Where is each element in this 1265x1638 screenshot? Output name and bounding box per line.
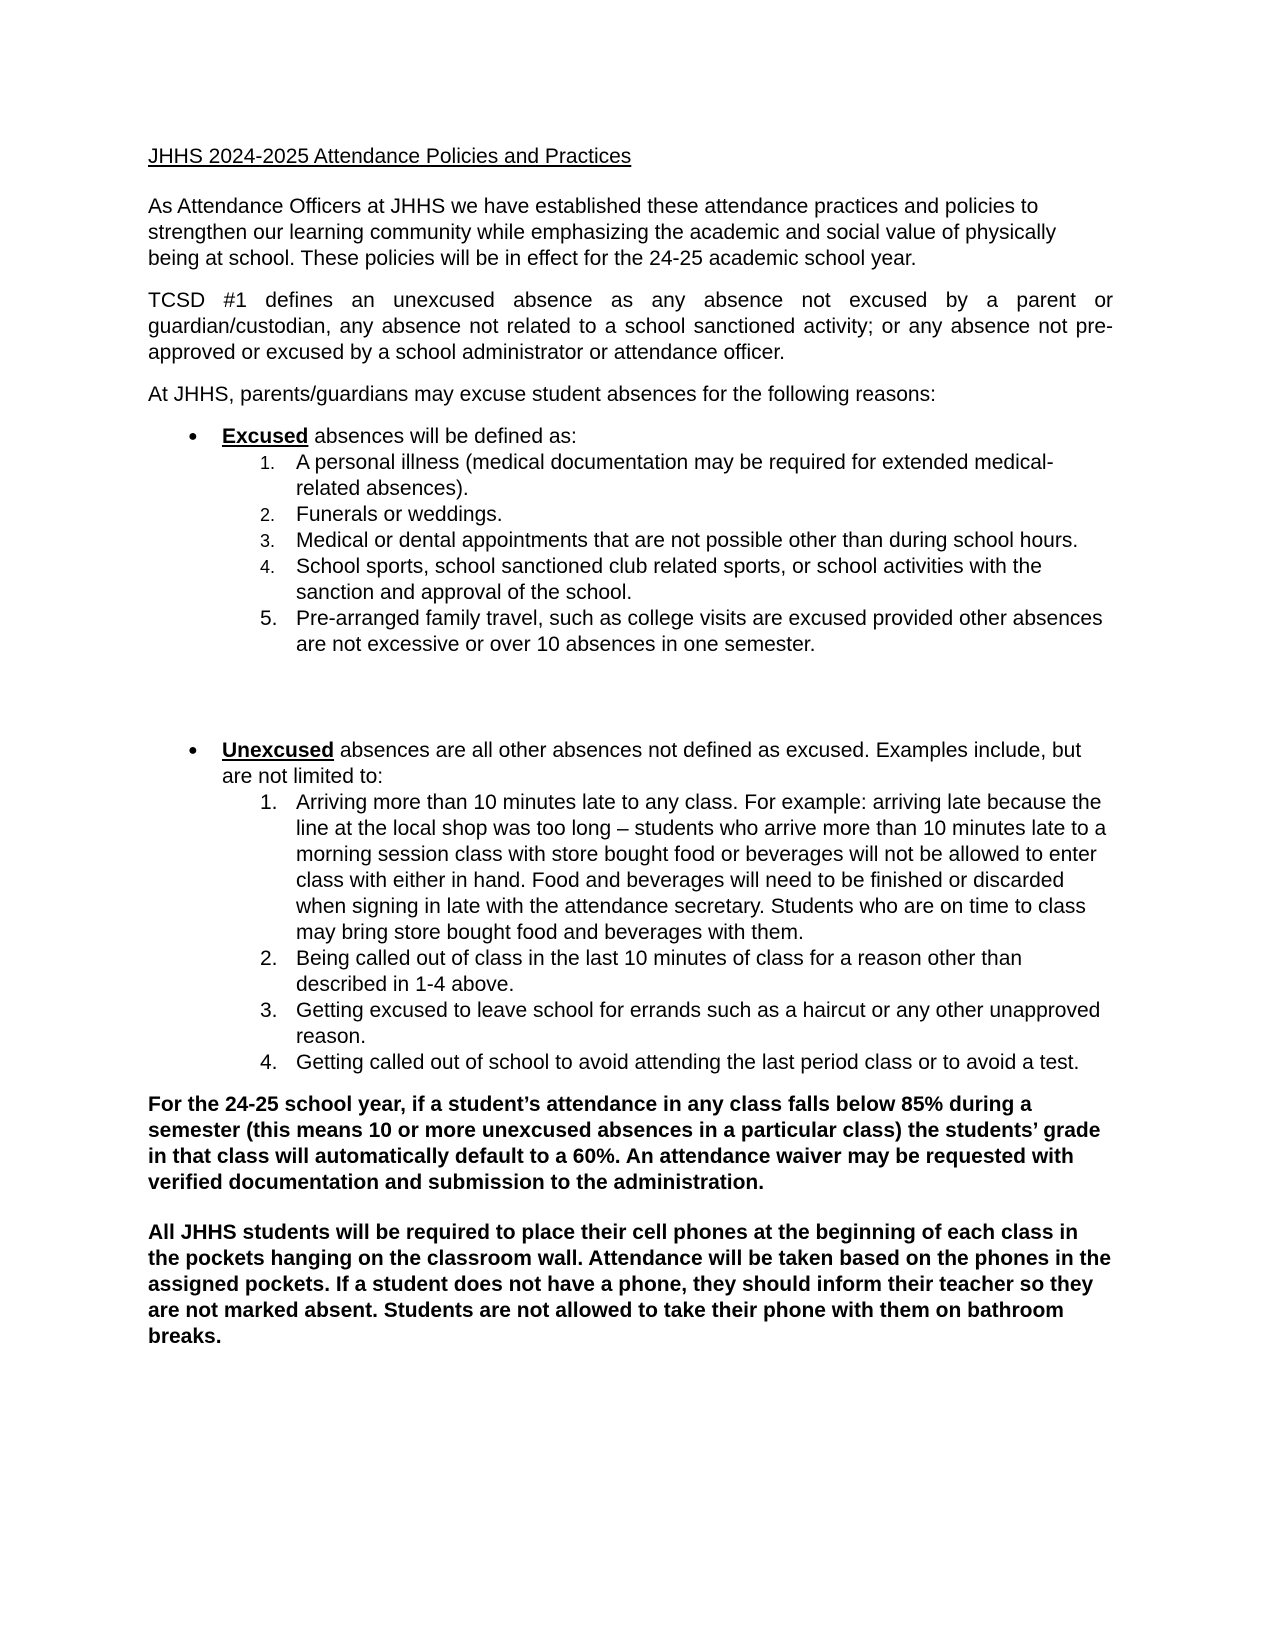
list-number: 1.	[260, 791, 278, 814]
list-item	[222, 528, 1113, 554]
list-number: 1.	[260, 453, 276, 473]
unexcused-term: Unexcused	[222, 739, 335, 762]
bullet-icon: ●	[188, 742, 198, 759]
list-item-text: Being called out of class in the last 10 minutes of class for a reason other than described in 1-4 above.	[296, 947, 1023, 996]
list-item-text: Arriving more than 10 minutes late to any class. For example: arriving late because the line at the local shop was too long – students who arrive more than 10 minutes late to a morning session class with store bought food or beverages will not be allowed to enter class with either in hand. Food and beverages will need to be finished or discarded when signing in late with the attendance secretary. Students who are on time to class may bring store bought food and beverages with them.	[296, 791, 1107, 944]
document-title: JHHS 2024-2025 Attendance Policies and Practices	[148, 145, 632, 168]
list-item-text: Pre-arranged family travel, such as college visits are excused provided other absences are not excessive or over 10 absences in one semester.	[296, 607, 1103, 656]
absence-types-list	[148, 424, 1113, 1076]
phone-policy-paragraph: All JHHS students will be required to place their cell phones at the beginning of each class in the pockets hanging on the classroom wall. Attendance will be taken based on the phones in the assigned pockets. If a student does not have a phone, they should inform their teacher so they are not marked absent. Students are not allowed to take their phone with them on bathroom breaks.	[148, 1221, 1112, 1348]
bullet-icon: ●	[188, 428, 198, 445]
unexcused-intro: absences are all other absences not defined as excused. Examples include, but are not limited to:	[222, 739, 1082, 788]
excuse-reasons-paragraph: At JHHS, parents/guardians may excuse student absences for the following reasons:	[148, 383, 936, 406]
list-number: 4.	[260, 1051, 278, 1074]
list-item	[222, 450, 1113, 502]
list-number: 5.	[260, 607, 278, 630]
excused-list	[222, 450, 1113, 658]
list-number: 3.	[260, 531, 276, 551]
list-item	[222, 606, 1113, 658]
list-item-text: School sports, school sanctioned club related sports, or school activities with the sanction and approval of the school.	[296, 555, 1042, 604]
grade-policy-paragraph: For the 24-25 school year, if a student’s attendance in any class falls below 85% during a semester (this means 10 or more unexcused absences in a particular class) the students’ grade in that class will automatically default to a 60%. An attendance waiver may be requested with verified documentation and submission to the administration.	[148, 1093, 1101, 1194]
list-item-text: Medical or dental appointments that are not possible other than during school hours.	[296, 529, 1079, 552]
list-item-text: Getting excused to leave school for errands such as a haircut or any other unapproved reason.	[296, 999, 1101, 1048]
excused-intro: absences will be defined as:	[308, 425, 577, 448]
list-item-text: Funerals or weddings.	[296, 503, 503, 526]
list-item	[222, 998, 1113, 1050]
list-spacer	[148, 658, 1113, 738]
list-item	[222, 946, 1113, 998]
unexcused-list	[222, 790, 1113, 1076]
excused-bullet	[148, 424, 1113, 658]
list-item	[222, 554, 1113, 606]
list-item	[222, 502, 1113, 528]
list-number: 3.	[260, 999, 278, 1022]
list-number: 2.	[260, 505, 276, 525]
definition-paragraph: TCSD #1 defines an unexcused absence as any absence not excused by a parent or guardian/custodian, any absence not related to a school sanctioned activity; or any absence not pre-approved or excused by a school administrator or attendance officer.	[148, 289, 1113, 364]
excused-term: Excused	[222, 425, 309, 448]
list-number: 4.	[260, 557, 276, 577]
list-item-text: A personal illness (medical documentation may be required for extended medical-related absences).	[296, 451, 1054, 500]
document-page	[148, 144, 1113, 1366]
unexcused-bullet	[148, 738, 1113, 1076]
intro-paragraph: As Attendance Officers at JHHS we have established these attendance practices and policies to strengthen our learning community while emphasizing the academic and social value of physically being at school. These policies will be in effect for the 24-25 academic school year.	[148, 195, 1057, 270]
list-item	[222, 1050, 1113, 1076]
list-number: 2.	[260, 947, 278, 970]
list-item-text: Getting called out of school to avoid attending the last period class or to avoid a test.	[296, 1051, 1080, 1074]
list-item	[222, 790, 1113, 946]
